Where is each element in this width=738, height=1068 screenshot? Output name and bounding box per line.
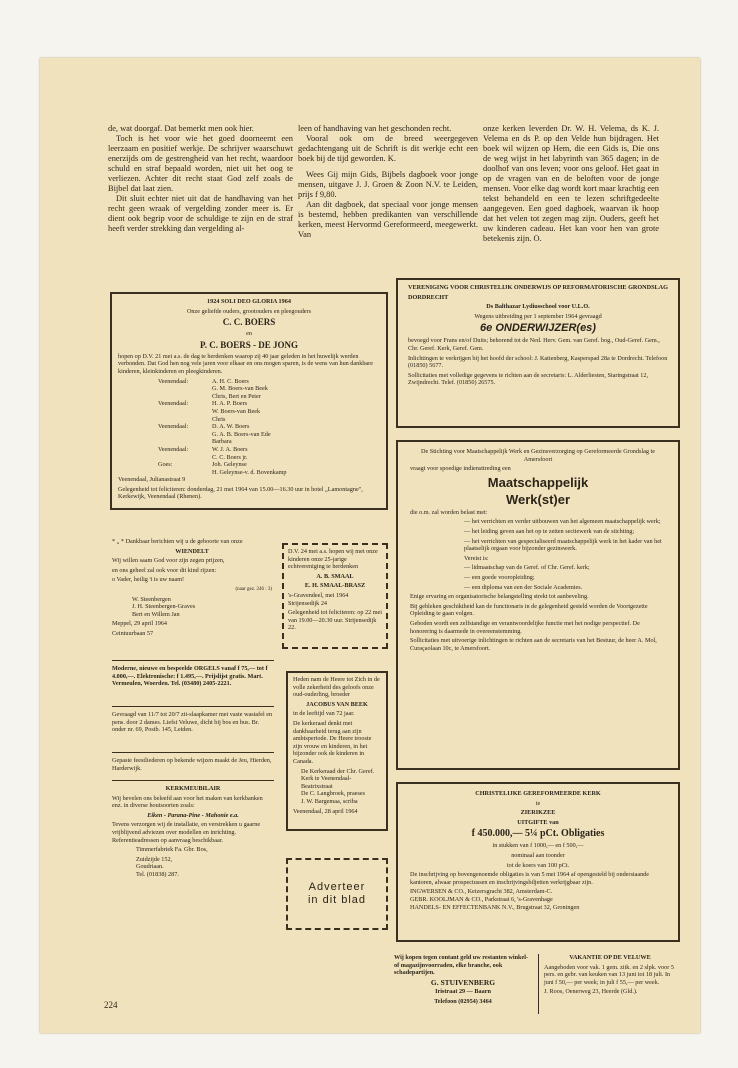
ad-wiendelt-birth xyxy=(112,538,272,648)
family-names: W. J. A. Boers C. C. Boers jr. xyxy=(212,445,248,461)
ad-text: Tevens verzorgen wij de installatie, en verstrekken u gaarne vrijblijvend adviezen over modellen en inrichting. Referentieadressen op aanvraag beschikbaar. xyxy=(112,821,261,844)
family-row xyxy=(158,423,380,446)
ad-name: JACOBUS VAN BEEK xyxy=(306,700,368,708)
ad-address: Iristraat 29 — Baarn xyxy=(435,988,491,996)
ad-text: Sollicitaties met uitvoerige inlichtingen te richten aan de secretaris van het Bestuur, de heer A. Mol, Curaçaolaan 10c, te Amersfoort. xyxy=(410,637,657,652)
ad-adverteer-text: Adverteer in dit blad xyxy=(307,881,367,906)
article-column-1 xyxy=(108,124,293,234)
ad-smaal-anniversary xyxy=(282,543,388,649)
article-column-3 xyxy=(483,124,659,244)
family-row xyxy=(158,446,380,461)
ad-kerk-obligaties xyxy=(396,782,680,942)
ad-text: Geboden wordt een zelfstandige en verantwoordelijke functie met het nodige perspectief. De honorering is daarmede in overeenstemming. xyxy=(410,619,640,635)
article-text: leen of handhaving van het geschonden recht. xyxy=(298,124,452,133)
ad-text: Wij willen saam God voor zijn zegen prijzen, xyxy=(112,557,225,565)
family-place: Goes: xyxy=(158,461,173,469)
ad-text: die o.m. zal worden belast met: xyxy=(410,508,488,516)
ad-vakantie xyxy=(538,954,676,1014)
ad-text: vraagt voor spoedige indiensttreding een xyxy=(410,465,511,473)
family-place: Veenendaal: xyxy=(158,423,189,431)
ad-text: De inschrijving op bovengenoemde obligaties is van 5 mei 1964 af opengesteld bij onderstaande kantoren, alwaar prospectussen en inschrijvingsbiljetten verkrijgbaar zijn. xyxy=(410,871,650,886)
ad-stuivenberg xyxy=(394,954,532,1014)
family-list xyxy=(118,378,380,477)
page-number: 224 xyxy=(104,1000,118,1010)
ad-text: en xyxy=(246,330,252,338)
family-row xyxy=(158,378,380,401)
ad-banks: INGWERSEN & CO., Keizersgracht 382, Amsterdam-C. GEBR. KOOLJMAN & CO., Parkstraat 6, 's-Gravenhage HANDELS- EN EFFECTENBANK N.V., Brugstraat 32, Groningen xyxy=(410,888,580,911)
ad-feestliederen xyxy=(112,752,274,774)
family-row xyxy=(158,400,380,423)
article-text: Toch is het voor wie het goed doorneemt een leerzaam en positief werkje. De schrijver waarschuwt enerzijds om de gestrengheid van het recht, waardoor schuld en straf bepaald worden, niet uit het oog te verliezen. Achter dit recht staat God zelf zoals de Bijbel dat laat zien. xyxy=(108,134,293,193)
requirements-list xyxy=(410,564,666,591)
family-names: H. A. P. Boers W. Boers-van Beek Chris xyxy=(212,400,261,423)
article-text: Dit sluit echter niet uit dat de handhaving van het recht geen wraak of vergelding zonder meer is. Er dient ook begrip voor de schuldige te zijn en de straf heeft verder strekking dan vergelding al- xyxy=(108,194,293,233)
ad-text: nominaal aan toonder xyxy=(511,851,565,859)
ad-text: Bij gebleken geschiktheid kan de functionaris in de gelegenheid gesteld worden de Voortgezette Opleiding te gaan volgen. xyxy=(410,602,648,618)
ad-vereniging-onderwijs xyxy=(396,278,680,428)
ad-intro: De Stichting voor Maatschappelijk Werk en Gezinsverzorging op Gereformeerde Grondslag te Amersfoort xyxy=(421,448,655,463)
ad-name: G. STUIVENBERG xyxy=(430,977,496,987)
ad-address: Zuidzijde 152, Goudriaan. Tel. (01838) 287. xyxy=(136,855,179,878)
family-names: A. H. C. Boers G. M. Boers-van Beek Chris, Bert en Peter xyxy=(212,377,268,400)
ad-headline: Werk(st)er xyxy=(505,491,571,507)
ad-text: in stukken van f 1000,— en f 500,— xyxy=(492,842,584,850)
family-place: Veenendaal: xyxy=(158,445,189,453)
ad-place: ZIERIKZEE xyxy=(520,809,556,817)
ad-text: Gepaste feestliederen op bekende wijzen maakt de Jeu, Hierden, Harderwijk. xyxy=(112,757,272,772)
ad-intro: Onze geliefde ouders, grootouders en pleegouders xyxy=(186,307,312,315)
ad-kerkmeubilair xyxy=(112,780,274,881)
ad-text: in de leeftijd van 72 jaar. xyxy=(293,710,355,718)
ad-title: VAKANTIE OP DE VELUWE xyxy=(569,954,651,961)
ad-address: Veenendaal, Julianastraat 9 xyxy=(118,476,186,484)
ad-title: CHRISTELIJKE GEREFORMEERDE KERK xyxy=(475,790,601,797)
ad-name: A. B. SMAAL xyxy=(316,572,354,580)
ad-place: 's-Gravendeel, mei 1964 Strijensedijk 24 xyxy=(288,591,349,607)
article-text: de, wat doorgaf. Dat bemerkt men ook hier. xyxy=(108,124,254,133)
ad-orgels xyxy=(112,660,274,690)
ad-text: Sollicitaties met volledige gegevens te richten aan de secretaris: L. Alderliesten, Staringstraat 12, Zwijndrecht. Telef. (01850) 26575. xyxy=(408,371,649,387)
ad-text: UITGIFTE van xyxy=(517,818,559,826)
ad-maatschappelijk-werk xyxy=(396,440,680,770)
ad-text: Gevraagd van 11/7 tot 20/7 zit-slaapkamer met vaste wastafel en pens. door 2 dames. Liefst Veluwe, dicht bij bos en bus. Br. onder nr. 69, Postb. 145, Leiden. xyxy=(112,711,273,734)
task-list xyxy=(410,518,666,552)
ad-name: E. H. SMAAL-BRASZ xyxy=(304,582,366,590)
ad-text: tot de koers van 100 pCt. xyxy=(506,861,570,869)
ad-text: hopen op D.V. 21 mei a.s. de dag te herdenken waarop zij 40 jaar geleden in het huwelijk werden verbonden. Dat God hen nog vele jaren voor elkaar en ons mogen sparen, is de wens van hun dankbare kinderen, kleinkinderen en pleegkinderen. xyxy=(118,352,373,375)
ad-text: Vereist is: xyxy=(464,554,489,562)
ad-title: KERKMEUBILAIR xyxy=(165,785,221,792)
ad-text: D.V. 24 mei a.s. hopen wij met onze kinderen onze 25-jarige echtvereniging te herdenken xyxy=(288,548,378,571)
ad-date: Veenendaal, 28 april 1964 xyxy=(293,807,358,815)
ad-text: en ons geheel zal ook voor dit kind rijzen: xyxy=(112,566,217,574)
ad-firm: Timmerfabriek Fa. Gbr. Bos, xyxy=(136,846,208,854)
ad-text: Wegens uitbreiding per 1 september 1964 gevraagd xyxy=(474,312,602,320)
list-item: — het verrichten van gespecialiseerd maatschappelijk werk in het kader van het plaatselijk orgaan voor bijzonder gezinswerk. xyxy=(464,537,662,553)
family-names: D. A. W. Boers G. A. B. Boers-van Ede Barbara xyxy=(212,423,271,446)
list-item: — het leiding geven aan het op te zetten sectiewerk van de stichting; xyxy=(464,527,635,535)
ad-headline: Maatschappelijk xyxy=(487,474,589,490)
ad-text: * „ * Dankbaar berichten wij u de geboorte van onze xyxy=(112,538,243,545)
ad-contact: J. Roos, Oenerweg 23, Heerde (Gld.). xyxy=(544,988,638,996)
ad-place: DORDRECHT xyxy=(408,293,449,301)
ad-reception: Gelegenheid tot feliciteren: op 22 mei van 19.00—20.30 uur. Strijensedijk 22. xyxy=(288,609,382,632)
ad-name: P. C. BOERS - DE JONG xyxy=(200,339,298,350)
ad-text: te xyxy=(535,799,541,807)
family-names: Joh. Geleynse H. Geleynse-v. d. Bovenkamp xyxy=(212,461,287,476)
ad-woods: Eiken - Parana-Pine - Mahonie e.a. xyxy=(147,811,239,819)
ad-title: VERENIGING VOOR CHRISTELIJK ONDERWIJS OP REFORMATORISCHE GRONDSLAG xyxy=(408,284,668,291)
ad-text: Wij bevelen ons beleefd aan voor het maken van kerkbanken enz. in diverse houtsoorten zoals: xyxy=(112,794,263,810)
ad-adverteer xyxy=(286,858,388,930)
article-text: Vooral ook om de breed weergegeven gedachtengang uit de Schrift is dit werkje echt een boek bij de tijd geworden. K. xyxy=(298,134,478,163)
ad-text: bevoegd voor Frans en/of Duits; behorend tot de Ned. Herv. Gem. van Geref. bog., Oud-Geref. Gem., Chr. Geref. Kerk, Geref. Gem. xyxy=(408,337,660,352)
ad-text: Aangeboden voor vak. 1 gem. zitk. en 2 slpk. voor 5 pers. en gebr. van keuken van 13 juni tot 18 juli. In juni f 50,— per week; in juli f 55,— per week. xyxy=(544,963,674,986)
ad-text: o Vader, heilig 't is uw naam! xyxy=(112,576,185,584)
ad-text: Wij kopen tegen contant geld uw restanten winkel- of magazijnvoorraden, elke branche, ook schadepartijen. xyxy=(394,954,529,977)
newspaper-page xyxy=(40,58,700,1033)
ad-text: Inlichtingen te verkrijgen bij het hoofd der school: J. Kattenberg, Kasperspad 28a te Dordrecht. Telefoon (01850) 5677. xyxy=(408,354,668,370)
ad-text: Heden nam de Heere tot Zich in de volle zekerheid des geloofs onze oud-ouderling, broeder xyxy=(293,676,380,699)
family-place: Veenendaal: xyxy=(158,400,189,408)
ad-text: Moderne, nieuwe en bespeelde ORGELS vanaf f 75,— tot f 4.000,—. Elektronische: f 1.495,—. Prijslijst gratis. Mart. Vermeulen, Woerden. Tel. (03480) 2405-2221. xyxy=(112,665,268,688)
ad-headline: f 450.000,— 5¼ pCt. Obligaties xyxy=(471,828,605,840)
list-item: — het verrichten en verder uitbouwen van het algemeen maatschappelijk werk; xyxy=(464,518,661,526)
ad-address: Ceintuurbaan 57 xyxy=(112,629,154,637)
list-item: — een goede vooropleiding; xyxy=(464,573,535,581)
family-row xyxy=(158,461,380,476)
ad-reception: Gelegenheid tot feliciteren: donderdag, 21 mei 1964 van 15.00—16.30 uur in hotel „Lamontagne", Kerkewijk, Veenendaal (Rhenen). xyxy=(118,485,363,501)
ad-text: De kerkeraad denkt met dankbaarheid terug aan zijn ambtsperiode. De Heere trooste zijn vrouw en kinderen, in het bijzonder ook de kinderen in Canada. xyxy=(293,719,372,765)
ad-headline: 6e ONDERWIJZER(es) xyxy=(480,322,596,335)
ad-ref: (naar gez. 246 : 3) xyxy=(235,586,272,592)
ad-place-date: Meppel, 29 april 1964 xyxy=(112,620,167,628)
ad-header: 1924 SOLI DEO GLORIA 1964 xyxy=(207,298,291,305)
article-text: Aan dit dagboek, dat speciaal voor jonge mensen is bestemd, hebben predikanten van verschillende kerken, meest Hervormd Gereformeerd, meegewerkt. Van xyxy=(298,200,478,239)
ad-school: Ds Balthazar Lydiusschool voor U.L.O. xyxy=(486,303,590,311)
ad-name: C. C. BOERS xyxy=(222,317,276,328)
ad-name: WIENDELT xyxy=(175,547,209,555)
list-item: — lidmaatschap van de Geref. of Chr. Geref. kerk; xyxy=(464,564,590,572)
book-review-title: Wees Gij mijn Gids, Bijbels dagboek voor jonge mensen, uitgave J. J. Groen & Zoon N.V. te Leiden, prijs f 9,80. xyxy=(298,170,478,199)
ad-phone: Telefoon (02954) 3464 xyxy=(434,997,492,1005)
ad-text: Enige ervaring en organisatorische belangstelling strekt tot aanbeveling. xyxy=(410,593,589,601)
ad-boers-anniversary xyxy=(110,292,388,510)
ad-signature: De Kerkeraad der Chr. Geref. Kerk te Veenendaal-Beatrixstraat De C. Langbroek, praeses J. W. Bargemaa, scriba xyxy=(301,767,375,805)
ad-names: W. Steenbergen J. H. Steenbergen-Graves Bert en Willem Jan xyxy=(132,595,196,618)
ad-zitslaapkamer xyxy=(112,706,274,736)
family-place: Veenendaal: xyxy=(158,377,189,385)
article-text: onze kerken leverden Dr. W. H. Velema, ds K. J. Velema en ds P. op den Velde hun bijdragen. Het boek wil wijzen op Hem, die een Gids is, Die ons de weg wijst in het labyrinth van 365 dagen; in de doolhof van ons leven; voor ons geloof. Het gaat in op de vragen van en de beloften voor de jonge mensen. Voor elke dag wordt kort maar krachtig een tekst behandeld en een te lezen schriftgedeelte aangegeven. Een goed dagboek, waarvan ik hoop dat het velen tot zegen mag zijn. Ouders, geeft het uw kinderen cadeau. Het kan voor hen van grote betekenis zijn. O. xyxy=(483,124,659,243)
ad-vanbeek-obituary xyxy=(286,671,388,831)
article-column-2 xyxy=(298,124,478,240)
list-item: — een diploma van een der Sociale Academies. xyxy=(464,583,583,591)
